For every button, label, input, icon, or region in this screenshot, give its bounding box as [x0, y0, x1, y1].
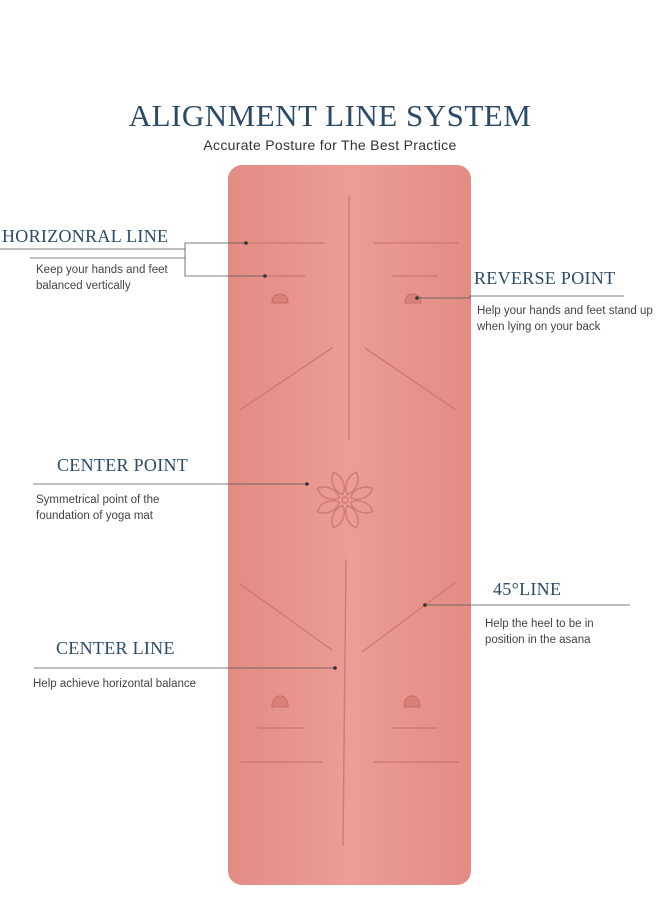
line45-dot	[423, 603, 427, 607]
center-line-desc: Help achieve horizontal balance	[33, 678, 197, 690]
line45-label: 45°LINE	[493, 579, 562, 599]
center-line-dot	[333, 666, 337, 670]
reverse-dot	[415, 296, 419, 300]
horizontal-line-desc: Keep your hands and feet balanced vertically	[36, 264, 168, 292]
page-subtitle: Accurate Posture for The Best Practice	[203, 137, 457, 153]
center-point-desc: Symmetrical point of the foundation of yoga mat	[36, 494, 160, 522]
reverse-point-left-top	[272, 294, 288, 303]
line45-desc: Help the heel to be in position in the asana	[485, 618, 594, 646]
reverse-point-left-bottom	[272, 696, 288, 707]
horizontal-dot	[244, 241, 248, 245]
horizontal-dot-2	[263, 274, 267, 278]
center-point-dot	[305, 482, 309, 486]
horizontal-line-label: HORIZONRAL LINE	[2, 226, 169, 246]
page-title: ALIGNMENT LINE SYSTEM	[128, 98, 532, 133]
reverse-point-label: REVERSE POINT	[474, 268, 616, 288]
reverse-point-desc: Help your hands and feet stand up when lying on your back	[477, 305, 653, 333]
reverse-point-right-bottom	[404, 696, 420, 707]
center-line-label: CENTER LINE	[56, 638, 175, 658]
center-point-label: CENTER POINT	[57, 455, 189, 475]
